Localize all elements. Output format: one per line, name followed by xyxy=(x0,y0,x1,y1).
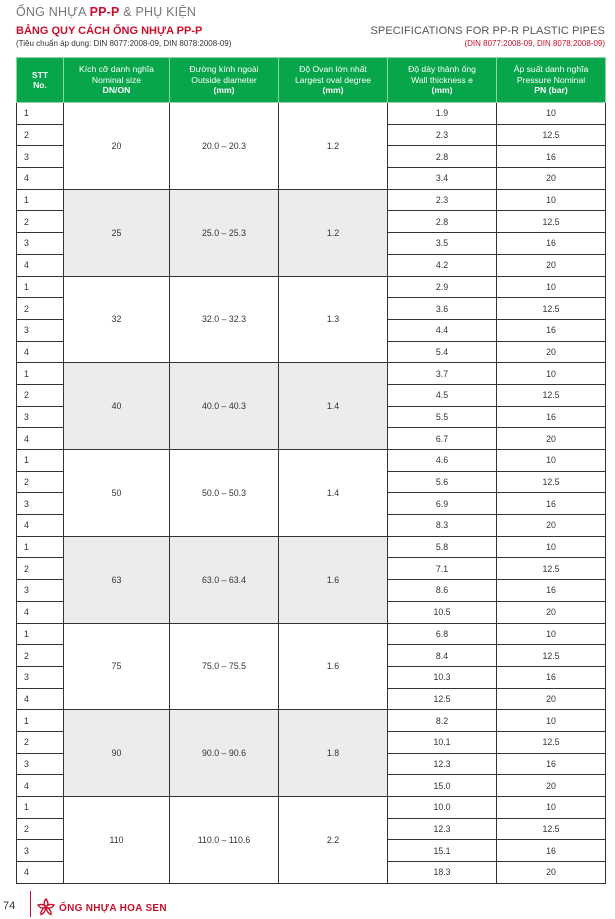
outside-diameter-cell: 40.0 – 40.3 xyxy=(170,363,279,450)
brand-name: ỐNG NHỰA HOA SEN xyxy=(59,903,167,914)
pressure-nominal-cell: 20 xyxy=(497,688,606,710)
pressure-nominal-cell: 16 xyxy=(497,146,606,168)
outside-diameter-cell: 75.0 – 75.5 xyxy=(170,623,279,710)
stt-cell: 2 xyxy=(17,731,64,753)
stt-cell: 3 xyxy=(17,406,64,428)
oval-degree-cell: 1.4 xyxy=(279,450,388,537)
col-header-wall-thickness xyxy=(388,58,497,103)
wall-thickness-cell: 4.2 xyxy=(388,254,497,276)
col-header-line: STT xyxy=(31,69,49,80)
col-header-line: PN (bar) xyxy=(534,85,568,96)
stt-cell: 3 xyxy=(17,840,64,862)
stt-cell: 4 xyxy=(17,515,64,537)
footer-divider xyxy=(30,891,31,917)
stt-cell: 2 xyxy=(17,384,64,406)
oval-degree-cell: 1.2 xyxy=(279,103,388,190)
table-row xyxy=(17,536,606,558)
col-header-line: Độ Ovan lớn nhất xyxy=(299,64,367,75)
col-header-stt xyxy=(17,58,64,103)
outside-diameter-cell: 50.0 – 50.3 xyxy=(170,450,279,537)
pressure-nominal-cell: 16 xyxy=(497,406,606,428)
col-header-line: (mm) xyxy=(213,85,235,96)
stt-cell: 4 xyxy=(17,862,64,884)
stt-cell: 2 xyxy=(17,124,64,146)
stt-cell: 4 xyxy=(17,254,64,276)
stt-cell: 4 xyxy=(17,688,64,710)
wall-thickness-cell: 5.5 xyxy=(388,406,497,428)
stt-cell: 3 xyxy=(17,666,64,688)
col-header-line: DN/ON xyxy=(102,85,131,96)
wall-thickness-cell: 8.2 xyxy=(388,710,497,732)
stt-cell: 2 xyxy=(17,558,64,580)
wall-thickness-cell: 6.8 xyxy=(388,623,497,645)
stt-cell: 2 xyxy=(17,471,64,493)
page-title: BẢNG QUY CÁCH ỐNG NHỰA PP-P xyxy=(16,25,203,37)
oval-degree-cell: 1.8 xyxy=(279,710,388,797)
page-number: 74 xyxy=(3,900,16,912)
specification-table xyxy=(16,57,606,884)
wall-thickness-cell: 5.6 xyxy=(388,471,497,493)
pressure-nominal-cell: 10 xyxy=(497,363,606,385)
wall-thickness-cell: 2.8 xyxy=(388,211,497,233)
pressure-nominal-cell: 10 xyxy=(497,536,606,558)
pressure-nominal-cell: 10 xyxy=(497,797,606,819)
nominal-size-cell: 75 xyxy=(64,623,170,710)
section-category xyxy=(16,5,196,19)
col-header-outside-diameter xyxy=(170,58,279,103)
pressure-nominal-cell: 12.5 xyxy=(497,384,606,406)
stt-cell: 4 xyxy=(17,341,64,363)
outside-diameter-cell: 63.0 – 63.4 xyxy=(170,536,279,623)
pressure-nominal-cell: 10 xyxy=(497,623,606,645)
nominal-size-cell: 25 xyxy=(64,189,170,276)
stt-cell: 3 xyxy=(17,146,64,168)
wall-thickness-cell: 1.9 xyxy=(388,103,497,125)
wall-thickness-cell: 15.0 xyxy=(388,775,497,797)
pressure-nominal-cell: 20 xyxy=(497,775,606,797)
wall-thickness-cell: 4.5 xyxy=(388,384,497,406)
stt-cell: 4 xyxy=(17,428,64,450)
pressure-nominal-cell: 20 xyxy=(497,862,606,884)
category-highlight: PP-P xyxy=(89,5,120,19)
pressure-nominal-cell: 20 xyxy=(497,428,606,450)
stt-cell: 2 xyxy=(17,298,64,320)
stt-cell: 2 xyxy=(17,211,64,233)
standard-label: (Tiêu chuẩn áp dụng: xyxy=(16,39,94,48)
pressure-nominal-cell: 16 xyxy=(497,666,606,688)
stt-cell: 1 xyxy=(17,710,64,732)
table-row xyxy=(17,797,606,819)
wall-thickness-cell: 2.9 xyxy=(388,276,497,298)
col-header-line: Pressure Nominal xyxy=(516,74,586,85)
pressure-nominal-cell: 12.5 xyxy=(497,731,606,753)
wall-thickness-cell: 2.8 xyxy=(388,146,497,168)
oval-degree-cell: 1.6 xyxy=(279,536,388,623)
pressure-nominal-cell: 20 xyxy=(497,341,606,363)
oval-degree-cell: 2.2 xyxy=(279,797,388,884)
wall-thickness-cell: 5.8 xyxy=(388,536,497,558)
pressure-nominal-cell: 12.5 xyxy=(497,471,606,493)
col-header-pressure-nominal xyxy=(497,58,606,103)
stt-cell: 3 xyxy=(17,580,64,602)
wall-thickness-cell: 8.4 xyxy=(388,645,497,667)
standard-value: DIN 8077:2008-09, DIN 8078:2008-09) xyxy=(93,39,232,48)
wall-thickness-cell: 10.1 xyxy=(388,731,497,753)
wall-thickness-cell: 3.7 xyxy=(388,363,497,385)
table-row xyxy=(17,103,606,125)
col-header-nominal-size xyxy=(64,58,170,103)
stt-cell: 1 xyxy=(17,536,64,558)
col-header-line: Kích cỡ danh nghĩa xyxy=(79,64,154,75)
table-row xyxy=(17,189,606,211)
stt-cell: 3 xyxy=(17,233,64,255)
oval-degree-cell: 1.3 xyxy=(279,276,388,363)
stt-cell: 1 xyxy=(17,797,64,819)
outside-diameter-cell: 110.0 – 110.6 xyxy=(170,797,279,884)
pressure-nominal-cell: 10 xyxy=(497,710,606,732)
pressure-nominal-cell: 20 xyxy=(497,515,606,537)
col-header-line: (mm) xyxy=(322,85,344,96)
stt-cell: 1 xyxy=(17,103,64,125)
wall-thickness-cell: 6.9 xyxy=(388,493,497,515)
wall-thickness-cell: 4.4 xyxy=(388,319,497,341)
pressure-nominal-cell: 20 xyxy=(497,601,606,623)
nominal-size-cell: 63 xyxy=(64,536,170,623)
pressure-nominal-cell: 16 xyxy=(497,753,606,775)
wall-thickness-cell: 4.6 xyxy=(388,450,497,472)
wall-thickness-cell: 12.5 xyxy=(388,688,497,710)
pressure-nominal-cell: 12.5 xyxy=(497,645,606,667)
stt-cell: 1 xyxy=(17,363,64,385)
wall-thickness-cell: 18.3 xyxy=(388,862,497,884)
wall-thickness-cell: 15.1 xyxy=(388,840,497,862)
pressure-nominal-cell: 10 xyxy=(497,103,606,125)
stt-cell: 1 xyxy=(17,623,64,645)
page-title-en: SPECIFICATIONS FOR PP-R PLASTIC PIPES xyxy=(370,25,605,37)
col-header-oval-degree xyxy=(279,58,388,103)
standard-note xyxy=(16,39,231,48)
stt-cell: 4 xyxy=(17,601,64,623)
col-header-line: (mm) xyxy=(431,85,453,96)
pressure-nominal-cell: 12.5 xyxy=(497,124,606,146)
pressure-nominal-cell: 20 xyxy=(497,168,606,190)
wall-thickness-cell: 3.4 xyxy=(388,168,497,190)
nominal-size-cell: 90 xyxy=(64,710,170,797)
pressure-nominal-cell: 16 xyxy=(497,319,606,341)
pressure-nominal-cell: 12.5 xyxy=(497,558,606,580)
stt-cell: 1 xyxy=(17,276,64,298)
pressure-nominal-cell: 12.5 xyxy=(497,211,606,233)
stt-cell: 3 xyxy=(17,493,64,515)
lotus-logo-icon xyxy=(36,897,56,917)
wall-thickness-cell: 8.3 xyxy=(388,515,497,537)
outside-diameter-cell: 32.0 – 32.3 xyxy=(170,276,279,363)
stt-cell: 4 xyxy=(17,168,64,190)
pressure-nominal-cell: 16 xyxy=(497,233,606,255)
stt-cell: 2 xyxy=(17,645,64,667)
table-row xyxy=(17,623,606,645)
standard-note-en: (DIN 8077:2008-09, DIN 8078:2008-09) xyxy=(464,39,605,48)
wall-thickness-cell: 10.3 xyxy=(388,666,497,688)
stt-cell: 3 xyxy=(17,319,64,341)
stt-cell: 4 xyxy=(17,775,64,797)
pressure-nominal-cell: 10 xyxy=(497,276,606,298)
table-header-row xyxy=(17,58,606,103)
table-body xyxy=(17,103,606,884)
pressure-nominal-cell: 16 xyxy=(497,493,606,515)
col-header-line: Nominal size xyxy=(91,74,142,85)
wall-thickness-cell: 5.4 xyxy=(388,341,497,363)
stt-cell: 1 xyxy=(17,450,64,472)
pressure-nominal-cell: 10 xyxy=(497,189,606,211)
table-row xyxy=(17,276,606,298)
category-suffix: & PHỤ KIỆN xyxy=(119,5,197,19)
wall-thickness-cell: 3.6 xyxy=(388,298,497,320)
col-header-line: Áp suất danh nghĩa xyxy=(513,64,589,75)
wall-thickness-cell: 2.3 xyxy=(388,124,497,146)
wall-thickness-cell: 7.1 xyxy=(388,558,497,580)
wall-thickness-cell: 12.3 xyxy=(388,753,497,775)
stt-cell: 2 xyxy=(17,818,64,840)
pressure-nominal-cell: 20 xyxy=(497,254,606,276)
col-header-line: Độ dày thành ống xyxy=(408,64,476,75)
pressure-nominal-cell: 16 xyxy=(497,580,606,602)
category-prefix: ỐNG NHỰA xyxy=(16,5,90,19)
col-header-line: Đường kính ngoài xyxy=(189,64,259,75)
wall-thickness-cell: 10.0 xyxy=(388,797,497,819)
table-row xyxy=(17,363,606,385)
nominal-size-cell: 32 xyxy=(64,276,170,363)
wall-thickness-cell: 6.7 xyxy=(388,428,497,450)
oval-degree-cell: 1.4 xyxy=(279,363,388,450)
stt-cell: 3 xyxy=(17,753,64,775)
wall-thickness-cell: 3.5 xyxy=(388,233,497,255)
pressure-nominal-cell: 12.5 xyxy=(497,818,606,840)
wall-thickness-cell: 10.5 xyxy=(388,601,497,623)
wall-thickness-cell: 2.3 xyxy=(388,189,497,211)
col-header-line: Largest oval degree xyxy=(295,74,371,85)
oval-degree-cell: 1.6 xyxy=(279,623,388,710)
stt-cell: 1 xyxy=(17,189,64,211)
nominal-size-cell: 40 xyxy=(64,363,170,450)
wall-thickness-cell: 12.3 xyxy=(388,818,497,840)
col-header-line: No. xyxy=(33,80,47,90)
col-header-line: Outside diameter xyxy=(191,74,257,85)
nominal-size-cell: 110 xyxy=(64,797,170,884)
outside-diameter-cell: 90.0 – 90.6 xyxy=(170,710,279,797)
pressure-nominal-cell: 10 xyxy=(497,450,606,472)
table-row xyxy=(17,450,606,472)
nominal-size-cell: 50 xyxy=(64,450,170,537)
outside-diameter-cell: 20.0 – 20.3 xyxy=(170,103,279,190)
pressure-nominal-cell: 12.5 xyxy=(497,298,606,320)
pressure-nominal-cell: 16 xyxy=(497,840,606,862)
wall-thickness-cell: 8.6 xyxy=(388,580,497,602)
outside-diameter-cell: 25.0 – 25.3 xyxy=(170,189,279,276)
col-header-line: Wall thickness e xyxy=(411,74,473,85)
nominal-size-cell: 20 xyxy=(64,103,170,190)
oval-degree-cell: 1.2 xyxy=(279,189,388,276)
table-row xyxy=(17,710,606,732)
